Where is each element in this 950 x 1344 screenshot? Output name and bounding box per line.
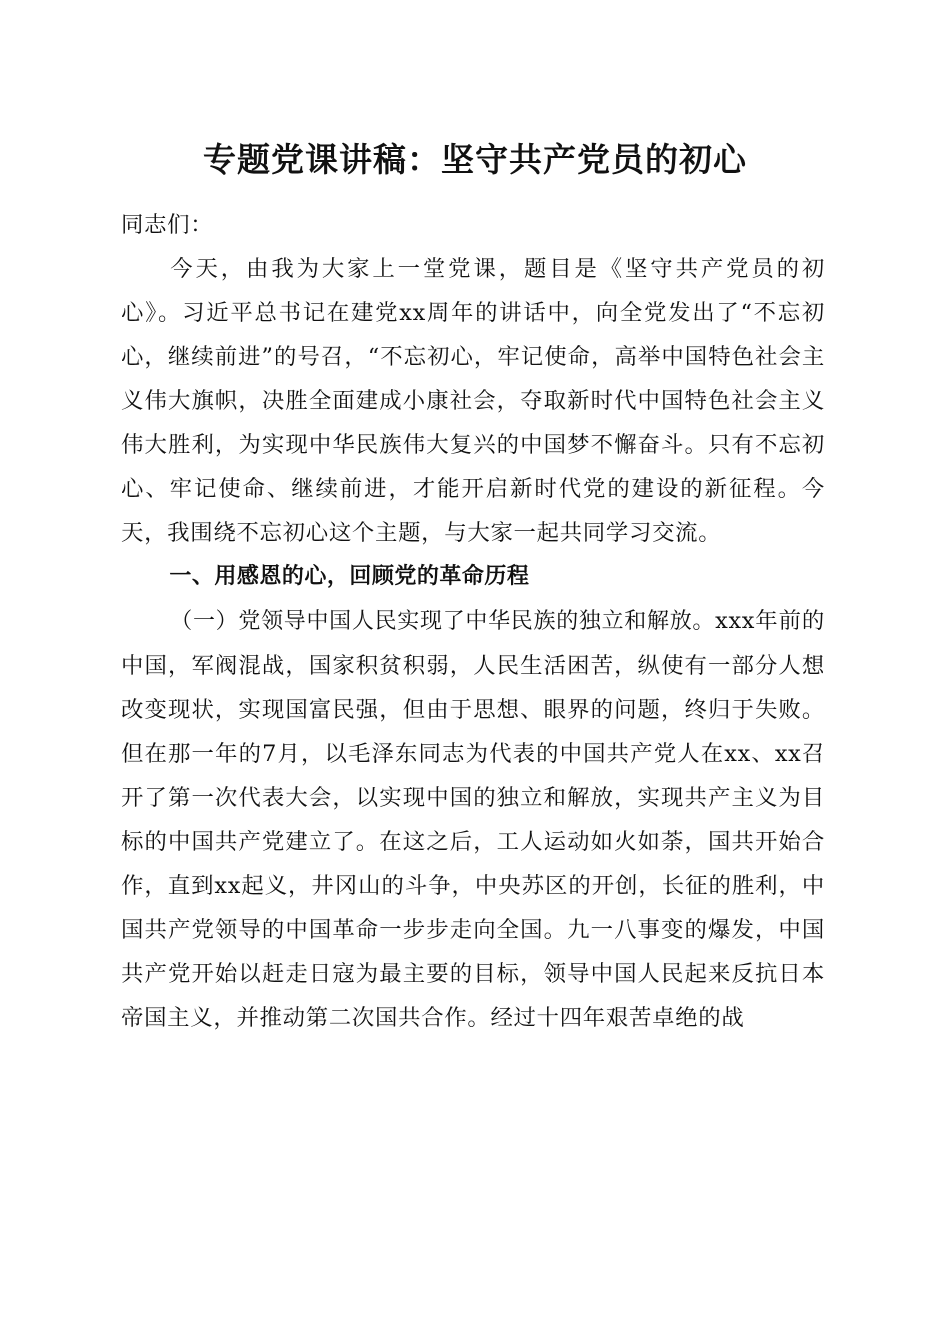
subsection-lead: （一）党领导中国人民实现了中华民族的独立和解放。	[170, 609, 716, 634]
subsection-paragraph	[121, 599, 825, 1040]
document-body	[121, 203, 825, 1040]
section-heading: 一、用感恩的心，回顾党的革命历程	[169, 564, 530, 589]
document-title: 专题党课讲稿：坚守共产党员的初心	[203, 140, 747, 179]
salutation: 同志们：	[121, 212, 214, 238]
intro-paragraph: 今天，由我为大家上一堂党课，题目是《坚守共产党员的初心》。习近平总书记在建党xx周年的讲话中，向全党发出了“不忘初心，继续前进”的号召，“不忘初心，牢记使命，高举中国特色社会主义伟大旗帜，决胜全面建成小康社会，夺取新时代中国特色社会主义伟大胜利，为实现中华民族伟大复兴的中国梦不懈奋斗。只有不忘初心、牢记使命、继续前进，才能开启新时代党的建设的新征程。今天，我围绕不忘初心这个主题，与大家一起共同学习交流。	[121, 256, 825, 546]
subsection-body: xxx年前的中国，军阀混战，国家积贫积弱，人民生活困苦，纵使有一部分人想改变现状，实现国富民强，但由于思想、眼界的问题，终归于失败。但在那一年的7月，以毛泽东同志为代表的中国共产党人在xx、xx召开了第一次代表大会，以实现中国的独立和解放，实现共产主义为目标的中国共产党建立了。在这之后，工人运动如火如荼，国共开始合作，直到xx起义，井冈山的斗争，中央苏区的开创，长征的胜利，中国共产党领导的中国革命一步步走向全国。九一八事变的爆发，中国共产党开始以赶走日寇为最主要的目标，领导中国人民起来反抗日本帝国主义，并推动第二次国共合作。经过十四年艰苦卓绝的战	[121, 608, 825, 1031]
